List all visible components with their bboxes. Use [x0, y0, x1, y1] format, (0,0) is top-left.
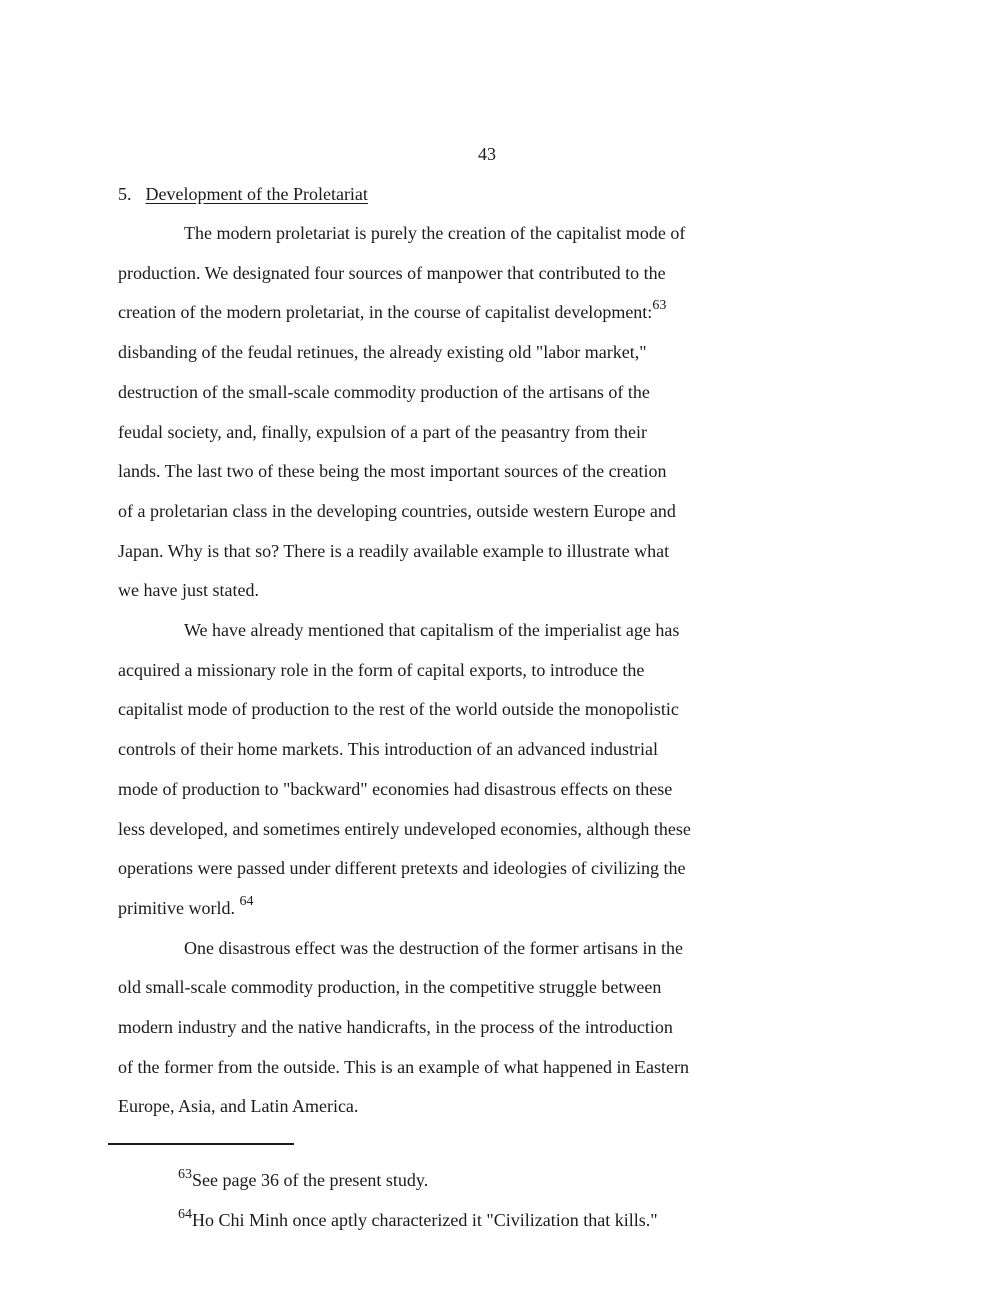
text-line: feudal society, and, finally, expulsion of a part of the peasantry from their — [118, 421, 647, 442]
section-title: Development of the Proletariat — [145, 184, 368, 204]
text-line: Europe, Asia, and Latin America. — [118, 1096, 359, 1117]
text-line: The modern proletariat is purely the creation of the capitalist mode of — [184, 223, 686, 243]
paragraph-3 — [118, 929, 843, 1128]
text-line: We have already mentioned that capitalism of the imperialist age has — [184, 620, 680, 641]
text-line: destruction of the small-scale commodity production of the artisans of the — [118, 381, 650, 402]
footnote-text: See page 36 of the present study. — [192, 1170, 429, 1190]
text-line: capitalist mode of production to the rest of the world outside the monopolistic — [118, 699, 679, 720]
text-line: disbanding of the feudal retinues, the already existing old "labor market," — [118, 342, 647, 363]
text-line: old small-scale commodity production, in the competitive struggle between — [118, 977, 662, 998]
text-line: creation of the modern proletariat, in the course of capitalist development:$^{63}$ — [118, 298, 667, 323]
text-line: lands. The last two of these being the most important sources of the creation — [118, 461, 667, 482]
text-line: One disastrous effect was the destruction of the former artisans in the — [184, 937, 684, 958]
paragraph-1 — [118, 214, 843, 611]
text-line: production. We designated four sources of manpower that contributed to the — [118, 262, 666, 283]
text-line: of the former from the outside. This is an example of what happened in Eastern — [118, 1056, 689, 1077]
footnote-64 — [178, 1200, 878, 1240]
text-line: acquired a missionary role in the form of capital exports, to introduce the — [118, 659, 645, 680]
footnote-mark: 64 — [178, 1207, 192, 1222]
text-line: primitive world. $^{64}$ — [118, 893, 254, 918]
page-number: 43 — [478, 144, 496, 164]
text-line: modern industry and the native handicrafts, in the process of the introduction — [118, 1017, 673, 1038]
text-line: mode of production to "backward" economies had disastrous effects on these — [118, 778, 673, 799]
footnote-reference: 63 — [652, 298, 667, 314]
section-number: 5. — [118, 184, 132, 204]
section-heading — [118, 184, 368, 205]
text-line: operations were passed under different pretexts and ideologies of civilizing the — [118, 858, 686, 879]
footnotes — [178, 1160, 878, 1240]
footnote-mark: 63 — [178, 1167, 192, 1182]
text-line: controls of their home markets. This introduction of an advanced industrial — [118, 739, 659, 760]
footnote-reference: 64 — [239, 893, 254, 909]
footnote-divider — [108, 1143, 294, 1145]
text-line: Japan. Why is that so? There is a readily available example to illustrate what — [118, 540, 670, 561]
text-line: less developed, and sometimes entirely undeveloped economies, although these — [118, 818, 691, 839]
text-line: of a proletarian class in the developing countries, outside western Europe and — [118, 500, 676, 521]
text-line: we have just stated. — [118, 580, 259, 601]
footnote-text: Ho Chi Minh once aptly characterized it "Civilization that kills." — [192, 1210, 658, 1230]
footnote-63 — [178, 1160, 878, 1200]
paragraph-2 — [118, 611, 843, 929]
body-text — [118, 214, 843, 1127]
